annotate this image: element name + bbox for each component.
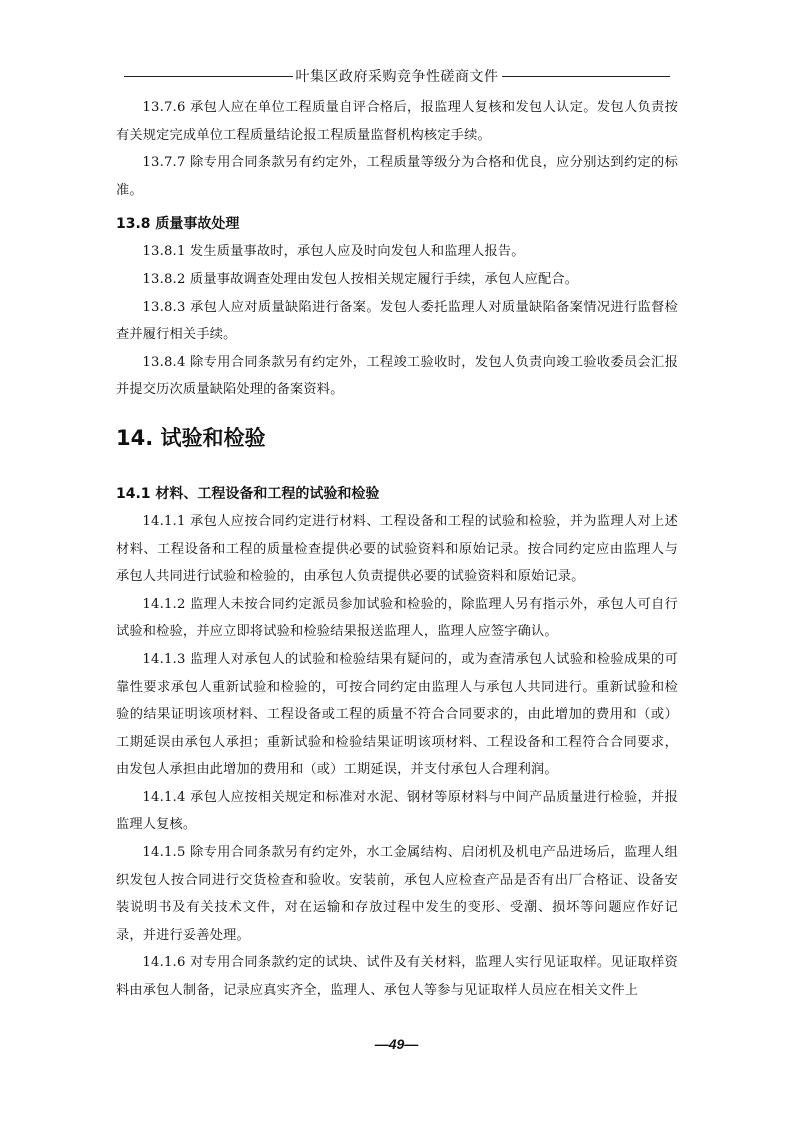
paragraph-14-1-2: 14.1.2 监理人未按合同约定派员参加试验和检验的，除监理人另有指示外，承包人可自行试验和检验，并应立即将试验和检验结果报送监理人，监理人应签字确认。 — [116, 596, 678, 640]
paragraph-13-8-4: 13.8.4 除专用合同条款另有约定外，工程竣工验收时，发包人负责向竣工验收委员会汇报并提交历次质量缺陷处理的备案资料。 — [116, 354, 678, 398]
paragraph-13-7-6: 13.7.6 承包人应在单位工程质量自评合格后，报监理人复核和发包人认定。发包人负责按有关规定完成单位工程质量结论报工程质量监督机构核定手续。 — [116, 100, 678, 143]
header-rule-right — [502, 76, 671, 77]
paragraph-14-1-1: 14.1.1 承包人应按合同约定进行材料、工程设备和工程的试验和检验，并为监理人对上述材料、工程设备和工程的质量检查提供必要的试验资料和原始记录。按合同约定应由监理人与承包人共同进行试验和检验的，由承包人负责提供必要的试验资料和原始记录。 — [116, 513, 678, 585]
paragraph-13-8-2: 13.8.2 质量事故调查处理由发包人按相关规定履行手续，承包人应配合。 — [142, 271, 579, 287]
paragraph-13-7-7: 13.7.7 除专用合同条款另有约定外，工程质量等级分为合格和优良，应分别达到约定的标准。 — [116, 155, 678, 198]
page-number: —49— — [374, 1036, 419, 1052]
section-heading-14-1: 14.1 材料、工程设备和工程的试验和检验 — [116, 485, 380, 502]
section-heading-13-8: 13.8 质量事故处理 — [116, 216, 240, 233]
paragraph-14-1-3: 14.1.3 监理人对承包人的试验和检验结果有疑问的，或为查清承包人试验和检验成果的可靠性要求承包人重新试验和检验的，可按合同约定由监理人与承包人共同进行。重新试验和检验的结果证明该项材料、工程设备或工程的质量不符合合同要求的，由此增加的费用和（或）工期延误由承包人承担；重新试验和检验结果证明该项材料、工程设备和工程符合合同要求，由发包人承担由此增加的费用和（或）工期延误，并支付承包人合理利润。 — [116, 651, 678, 778]
paragraph-14-1-4: 14.1.4 承包人应按相关规定和标准对水泥、钢材等原材料与中间产品质量进行检验，并报监理人复核。 — [116, 789, 678, 833]
paragraph-14-1-6: 14.1.6 对专用合同条款约定的试块、试件及有关材料，监理人实行见证取样。见证取样资料由承包人制备，记录应真实齐全，监理人、承包人等参与见证取样人员应在相关文件上 — [116, 955, 678, 999]
paragraph-14-1-5: 14.1.5 除专用合同条款另有约定外，水工金属结构、启闭机及机电产品进场后，监理人组织发包人按合同进行交货检查和验收。安装前，承包人应检查产品是否有出厂合格证、设备安装说明书及有关技术文件，对在运输和存放过程中发生的变形、受潮、损坏等问题应作好记录，并进行妥善处理。 — [116, 845, 678, 943]
header-rule-left — [124, 76, 293, 77]
document-body — [116, 94, 678, 1005]
chapter-heading-14: 14. 试验和检验 — [116, 425, 266, 450]
header-title: 叶集区政府采购竞争性磋商文件 — [295, 69, 499, 85]
page-header — [124, 66, 670, 86]
paragraph-13-8-1: 13.8.1 发生质量事故时，承包人应及时向发包人和监理人报告。 — [142, 244, 525, 260]
paragraph-13-8-3: 13.8.3 承包人应对质量缺陷进行备案。发包人委托监理人对质量缺陷备案情况进行监督检查并履行相关手续。 — [116, 299, 678, 343]
